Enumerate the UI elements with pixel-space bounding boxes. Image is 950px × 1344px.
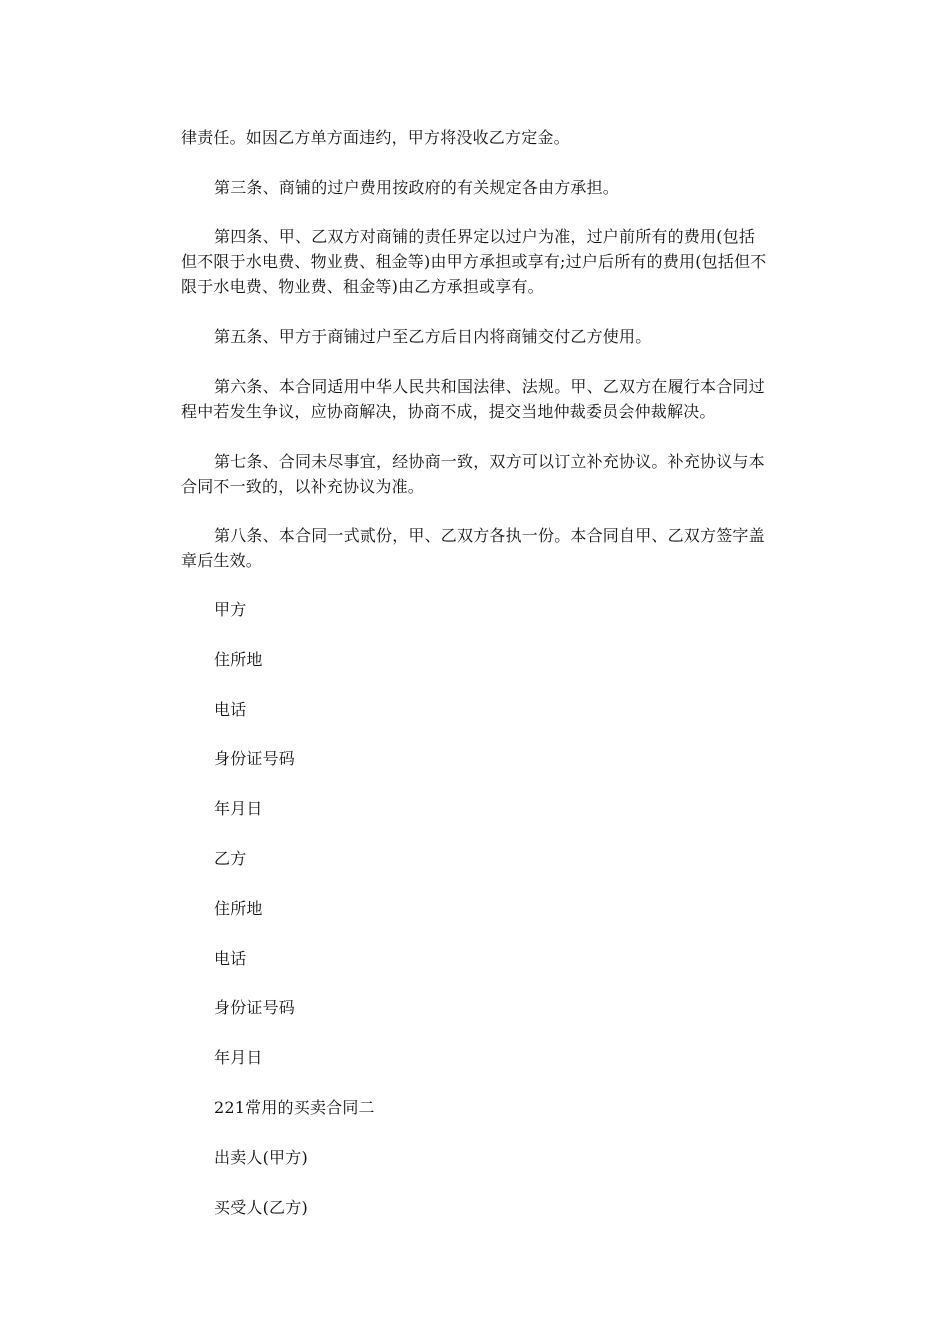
- party-a-id-number: 身份证号码: [214, 749, 296, 768]
- party-b-date: 年月日: [214, 1048, 263, 1067]
- paragraph-article-8: 第八条、本合同一式贰份，甲、乙双方各执一份。本合同自甲、乙双方签字盖章后生效。: [181, 526, 765, 570]
- buyer-label: 买受人(乙方): [214, 1198, 308, 1217]
- party-a-date: 年月日: [214, 799, 263, 818]
- paragraph-article-4: 第四条、甲、乙双方对商铺的责任界定以过户为准，过户前所有的费用(包括但不限于水电费、物业费、租金等)由甲方承担或享有;过户后所有的费用(包括但不限于水电费、物业费、租金等)由乙方承担或享有。: [181, 227, 767, 296]
- paragraph-article-5: 第五条、甲方于商铺过户至乙方后日内将商铺交付乙方使用。: [214, 327, 652, 346]
- paragraph-article-7: 第七条、合同未尽事宜，经协商一致，双方可以订立补充协议。补充协议与本合同不一致的，以补充协议为准。: [181, 452, 765, 496]
- party-b-id-number: 身份证号码: [214, 998, 296, 1017]
- party-b-label: 乙方: [214, 849, 247, 868]
- party-a-phone: 电话: [214, 700, 247, 719]
- party-b-phone: 电话: [214, 949, 247, 968]
- party-b-address: 住所地: [214, 899, 263, 918]
- paragraph-article-3: 第三条、商铺的过户费用按政府的有关规定各由方承担。: [214, 178, 620, 197]
- seller-label: 出卖人(甲方): [214, 1148, 308, 1167]
- next-contract-title: 221常用的买卖合同二: [214, 1098, 375, 1117]
- party-a-label: 甲方: [214, 600, 247, 619]
- paragraph-liability-end: 律责任。如因乙方单方面违约，甲方将没收乙方定金。: [181, 128, 570, 147]
- party-a-address: 住所地: [214, 650, 263, 669]
- paragraph-article-6: 第六条、本合同适用中华人民共和国法律、法规。甲、乙双方在履行本合同过程中若发生争议，应协商解决，协商不成，提交当地仲裁委员会仲裁解决。: [181, 377, 765, 421]
